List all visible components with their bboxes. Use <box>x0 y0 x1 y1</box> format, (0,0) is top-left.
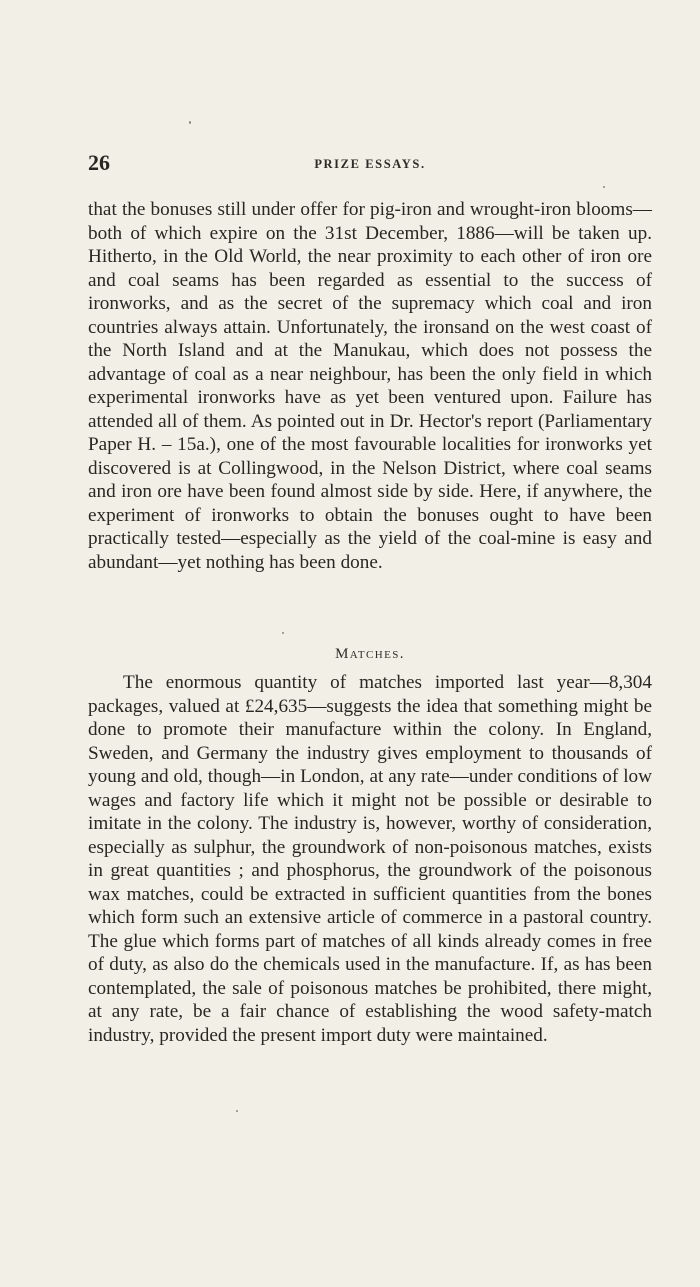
page-number: 26 <box>88 150 110 175</box>
paper-speck <box>236 1110 238 1112</box>
paper-speck <box>603 186 605 188</box>
paper-speck <box>189 121 191 124</box>
body-paragraph-matches: The enormous quantity of matches imported last year—8,304 packages, valued at £24,635—suggests the idea that something might be done to promote their manufacture within the colony. In England, Sweden, and Germany the industry gives employment to thousands of young and old, though—in London, at any rate—under conditions of low wages and factory life which it might not be possible or desirable to imitate in the colony. The industry is, however, worthy of consideration, especially as sulphur, the groundwork of non-poisonous matches, exists in great quantities ; and phosphorus, the groundwork of the poisonous wax matches, could be extracted in sufficient quantities from the bones which form such an extensive article of commerce in a pastoral country. The glue which forms part of matches of all kinds already comes in free of duty, as also do the chemicals used in the manufacture. If, as has been contemplated, the sale of poisonous matches be prohibited, there might, at any rate, be a fair chance of establishing the wood safety-match industry, provided the present import duty were maintained. <box>88 672 652 1046</box>
page-header <box>88 150 652 178</box>
section-heading-matches: Matches. <box>335 646 405 662</box>
paper-speck <box>282 632 284 634</box>
running-title: PRIZE ESSAYS. <box>314 157 426 171</box>
body-paragraph-ironworks: that the bonuses still under offer for pig-iron and wrought-iron blooms—both of which expire on the 31st December, 1886—will be taken up. Hitherto, in the Old World, the near proximity to each other of iron ore and coal seams has been regarded as essential to the success of ironworks, and as the secret of the supremacy which coal and iron countries always attain. Unfortunately, the ironsand on the west coast of the North Island and at the Manukau, which does not possess the advantage of coal as a near neighbour, has been the only field in which experimental ironworks have as yet been ventured upon. Failure has attended all of them. As pointed out in Dr. Hector's report (Parliamentary Paper H. – 15a.), one of the most favourable localities for ironworks yet discovered is at Collingwood, in the Nelson District, where coal seams and iron ore have been found almost side by side. Here, if anywhere, the experiment of ironworks to obtain the bonuses ought to have been practically tested—especially as the yield of the coal-mine is easy and abundant—yet nothing has been done. <box>88 199 652 573</box>
